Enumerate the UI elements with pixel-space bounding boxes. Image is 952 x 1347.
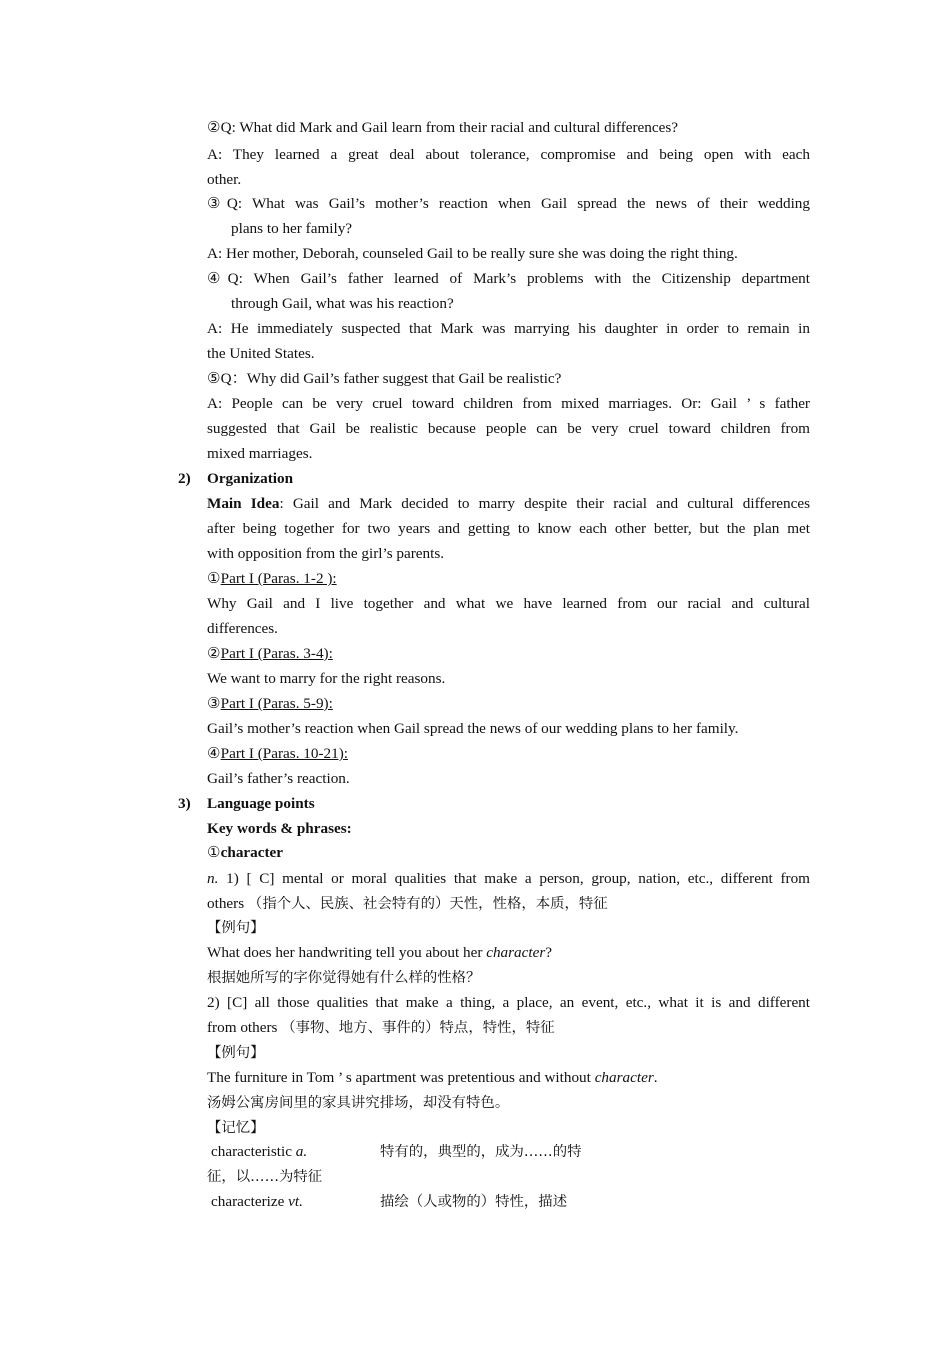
part-1-text-line-2: differences. [207,620,278,637]
part-marker: ② [207,645,221,662]
definition-1-line-2 [207,894,810,914]
main-idea-line-3: with opposition from the girl’s parents. [207,545,445,562]
vocab-word-heading [207,843,810,863]
example-1-en-text: What does her handwriting tell you about her [207,944,487,961]
part-4-text: Gail’s father’s reaction. [207,770,350,787]
example-2-keyword: character [594,1069,654,1086]
section-number-2: 2) [178,470,191,487]
main-idea-line-2: after being together for two years and getting to know each other better, but the plan met [207,520,810,537]
question-3-line-1: ③Q: What was Gail’s mother’s reaction when Gail spread the news of their wedding [207,195,810,212]
example-1-cn: 根据她所写的字你觉得她有什么样的性格？ [207,970,481,986]
part-3-heading [207,694,810,714]
question-3-line-2: plans to her family? [231,220,353,237]
example-1-punct: ? [545,944,553,961]
part-marker: ④ [207,745,221,762]
part-2-text: We want to marry for the right reasons. [207,670,446,687]
definition-1-text: 1) [ C] mental or moral qualities that make a person, group, nation, etc., different from [218,870,810,887]
part-marker: ③ [207,695,221,712]
example-1-en [207,943,810,963]
part-label: Part I (Paras. 10-21): [220,745,348,762]
main-idea-label: Main Idea [207,495,280,512]
part-label: Part I (Paras. 3-4): [220,645,333,662]
definition-2-line-1: 2) [C] all those qualities that make a thing, a place, an event, etc., what it is and different [207,994,810,1011]
question-2: ②Q: What did Mark and Gail learn from their racial and cultural differences? [207,119,679,136]
definition-1-line-1 [207,869,810,889]
memory-word: characterize [211,1193,289,1210]
definition-1-en: others [207,895,248,912]
question-5: ⑤Q：Why did Gail’s father suggest that Gail be realistic? [207,370,562,387]
answer-2-line-2: other. [207,171,242,188]
answer-5-line-2: suggested that Gail be realistic because people can be very cruel toward children from [207,420,810,437]
memory-cn: 描绘（人或物的）特性，描述 [380,1194,568,1210]
part-1-heading [207,569,810,589]
question-4-line-1: ④Q: When Gail’s father learned of Mark’s problems with the Citizenship department [207,270,810,287]
answer-4-line-2: the United States. [207,345,315,362]
part-3-text: Gail’s mother’s reaction when Gail spread the news of our wedding plans to her family. [207,720,739,737]
memory-tag: 【记忆】 [207,1120,265,1136]
answer-2-line-1: A: They learned a great deal about tolerance, compromise and being open with each [207,146,810,163]
part-label: Part I (Paras. 5-9): [220,695,333,712]
question-4-line-2: through Gail, what was his reaction? [231,295,454,312]
example-tag-2: 【例句】 [207,1045,265,1061]
vocab-word: character [220,844,284,861]
definition-2-cn: （事物、地方、事件的）特点，特性，特征 [281,1020,555,1036]
part-1-text-line-1: Why Gail and I live together and what we have learned from our racial and cultural [207,595,810,612]
memory-item-1 [211,1142,814,1162]
memory-word: characteristic [211,1143,296,1160]
main-idea-line-1 [207,494,810,514]
example-tag-1: 【例句】 [207,920,265,936]
section-number-3: 3) [178,795,191,812]
definition-2-line-2 [207,1018,810,1038]
part-4-heading [207,744,810,764]
definition-2-en: from others [207,1019,282,1036]
key-words-heading: Key words & phrases: [207,820,352,837]
memory-pos: vt. [288,1193,303,1210]
part-marker: ① [207,570,221,587]
part-label: Part I (Paras. 1-2 ): [220,570,337,587]
answer-4-line-1: A: He immediately suspected that Mark was marrying his daughter in order to remain in [207,320,810,337]
part-of-speech: n. [207,870,219,887]
example-2-punct: . [653,1069,658,1086]
main-idea-text: : Gail and Mark decided to marry despite their racial and cultural differences [279,495,810,512]
example-2-cn: 汤姆公寓房间里的家具讲究排场，却没有特色。 [207,1095,510,1111]
memory-cn: 特有的，典型的，成为……的特 [380,1144,582,1160]
answer-5-line-3: mixed marriages. [207,445,313,462]
word-marker: ① [207,844,221,861]
language-points-heading: Language points [207,795,315,812]
example-2-en-text: The furniture in Tom ’ s apartment was pretentious and without [207,1069,595,1086]
definition-1-cn: （指个人、民族、社会特有的）天性，性格，本质，特征 [247,896,608,912]
example-2-en [207,1068,810,1088]
part-2-heading [207,644,810,664]
organization-heading: Organization [207,470,294,487]
answer-3: A: Her mother, Deborah, counseled Gail to be really sure she was doing the right thing. [207,245,738,262]
example-1-keyword: character [486,944,546,961]
memory-item-2 [211,1192,814,1212]
memory-pos: a. [295,1143,308,1160]
answer-5-line-1: A: People can be very cruel toward children from mixed marriages. Or: Gail ’ s father [207,395,810,412]
memory-item-1-cn-cont: 征，以……为特征 [207,1169,323,1185]
